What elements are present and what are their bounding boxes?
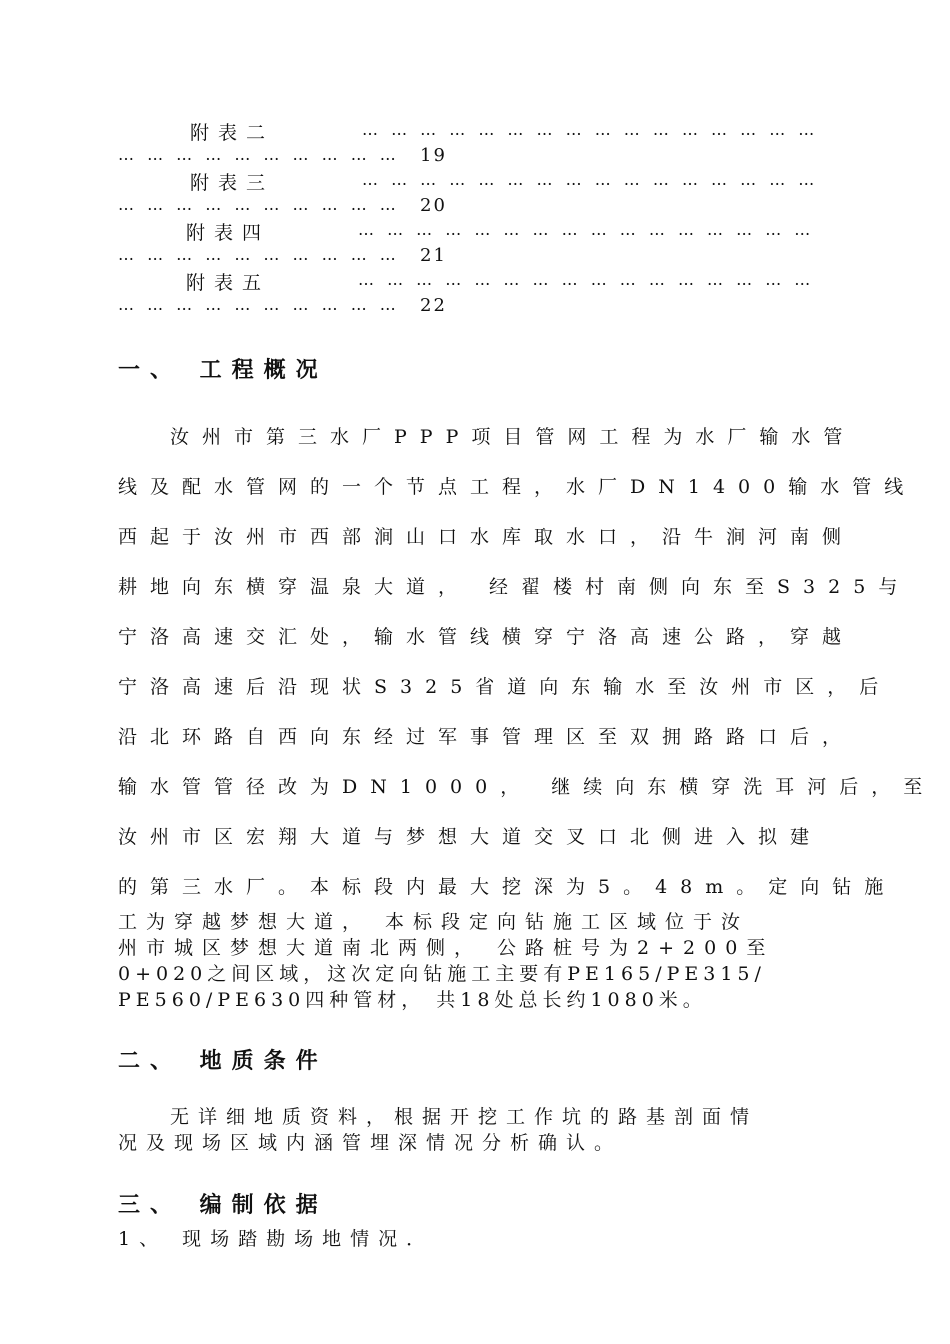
toc-leader: … … … … … … … … … … — [118, 295, 400, 314]
section-heading: 一、 工程概况 — [118, 357, 328, 383]
toc-leader: … … … … … … … … … … … … … … … … — [362, 120, 819, 139]
toc-page-number: 20 — [420, 195, 447, 216]
toc-leader: … … … … … … … … … … — [118, 245, 400, 264]
section-heading: 二、 地质条件 — [118, 1048, 328, 1074]
paragraph-line: 汝州市区宏翔大道与梦想大道交叉口北侧进入拟建 — [118, 826, 823, 848]
toc-page-number: 19 — [420, 145, 447, 166]
toc-leader: … … … … … … … … … … … … … … … … — [358, 270, 815, 289]
toc-page-number: 21 — [420, 245, 447, 266]
paragraph-line: PE560/PE630四种管材， 共18处总长约1080米。 — [118, 989, 707, 1011]
toc-leader: … … … … … … … … … … … … … … … … — [358, 220, 815, 239]
paragraph-line: 况及现场区域内涵管埋深情况分析确认。 — [118, 1132, 623, 1154]
paragraph-line: 无详细地质资料，根据开挖工作坑的路基剖面情 — [170, 1106, 759, 1128]
toc-leader: … … … … … … … … … … … … … … … … — [362, 170, 819, 189]
section-heading: 三、 编制依据 — [118, 1192, 328, 1218]
paragraph-line: 线及配水管网的一个节点工程，水厂DN1400输水管线 — [118, 476, 917, 498]
paragraph-line: 0+020之间区域，这次定向钻施工主要有PE165/PE315/ — [118, 963, 766, 985]
toc-label: 附表五 — [186, 272, 271, 294]
paragraph-line: 沿北环路自西向东经过军事管理区至双拥路路口后， — [118, 726, 855, 748]
toc-label: 附表三 — [190, 172, 275, 194]
paragraph-line: 工为穿越梦想大道， 本标段定向钻施工区域位于汝 — [118, 911, 750, 933]
paragraph-line: 1、 现场踏勘场地情况． — [118, 1228, 435, 1250]
paragraph-line: 耕地向东横穿温泉大道， 经翟楼村南侧向东至S325与 — [118, 576, 911, 598]
toc-page-number: 22 — [420, 295, 447, 316]
paragraph-line: 宁洛高速后沿现状S325省道向东输水至汝州市区，后 — [118, 676, 892, 698]
paragraph-line: 输水管管径改为DN1000， 继续向东横穿洗耳河后，至 — [118, 776, 936, 798]
paragraph-line: 州市城区梦想大道南北两侧， 公路桩号为2+200至 — [118, 937, 775, 959]
toc-label: 附表四 — [186, 222, 271, 244]
paragraph-line: 宁洛高速交汇处，输水管线横穿宁洛高速公路，穿越 — [118, 626, 855, 648]
toc-leader: … … … … … … … … … … — [118, 195, 400, 214]
toc-label: 附表二 — [190, 122, 275, 144]
paragraph-line: 的第三水厂。本标段内最大挖深为5。48m。定向钻施 — [118, 876, 897, 898]
paragraph-line: 西起于汝州市西部涧山口水库取水口，沿牛涧河南侧 — [118, 526, 855, 548]
toc-leader: … … … … … … … … … … — [118, 145, 400, 164]
paragraph-line: 汝州市第三水厂PPP项目管网工程为水厂输水管 — [170, 426, 856, 448]
